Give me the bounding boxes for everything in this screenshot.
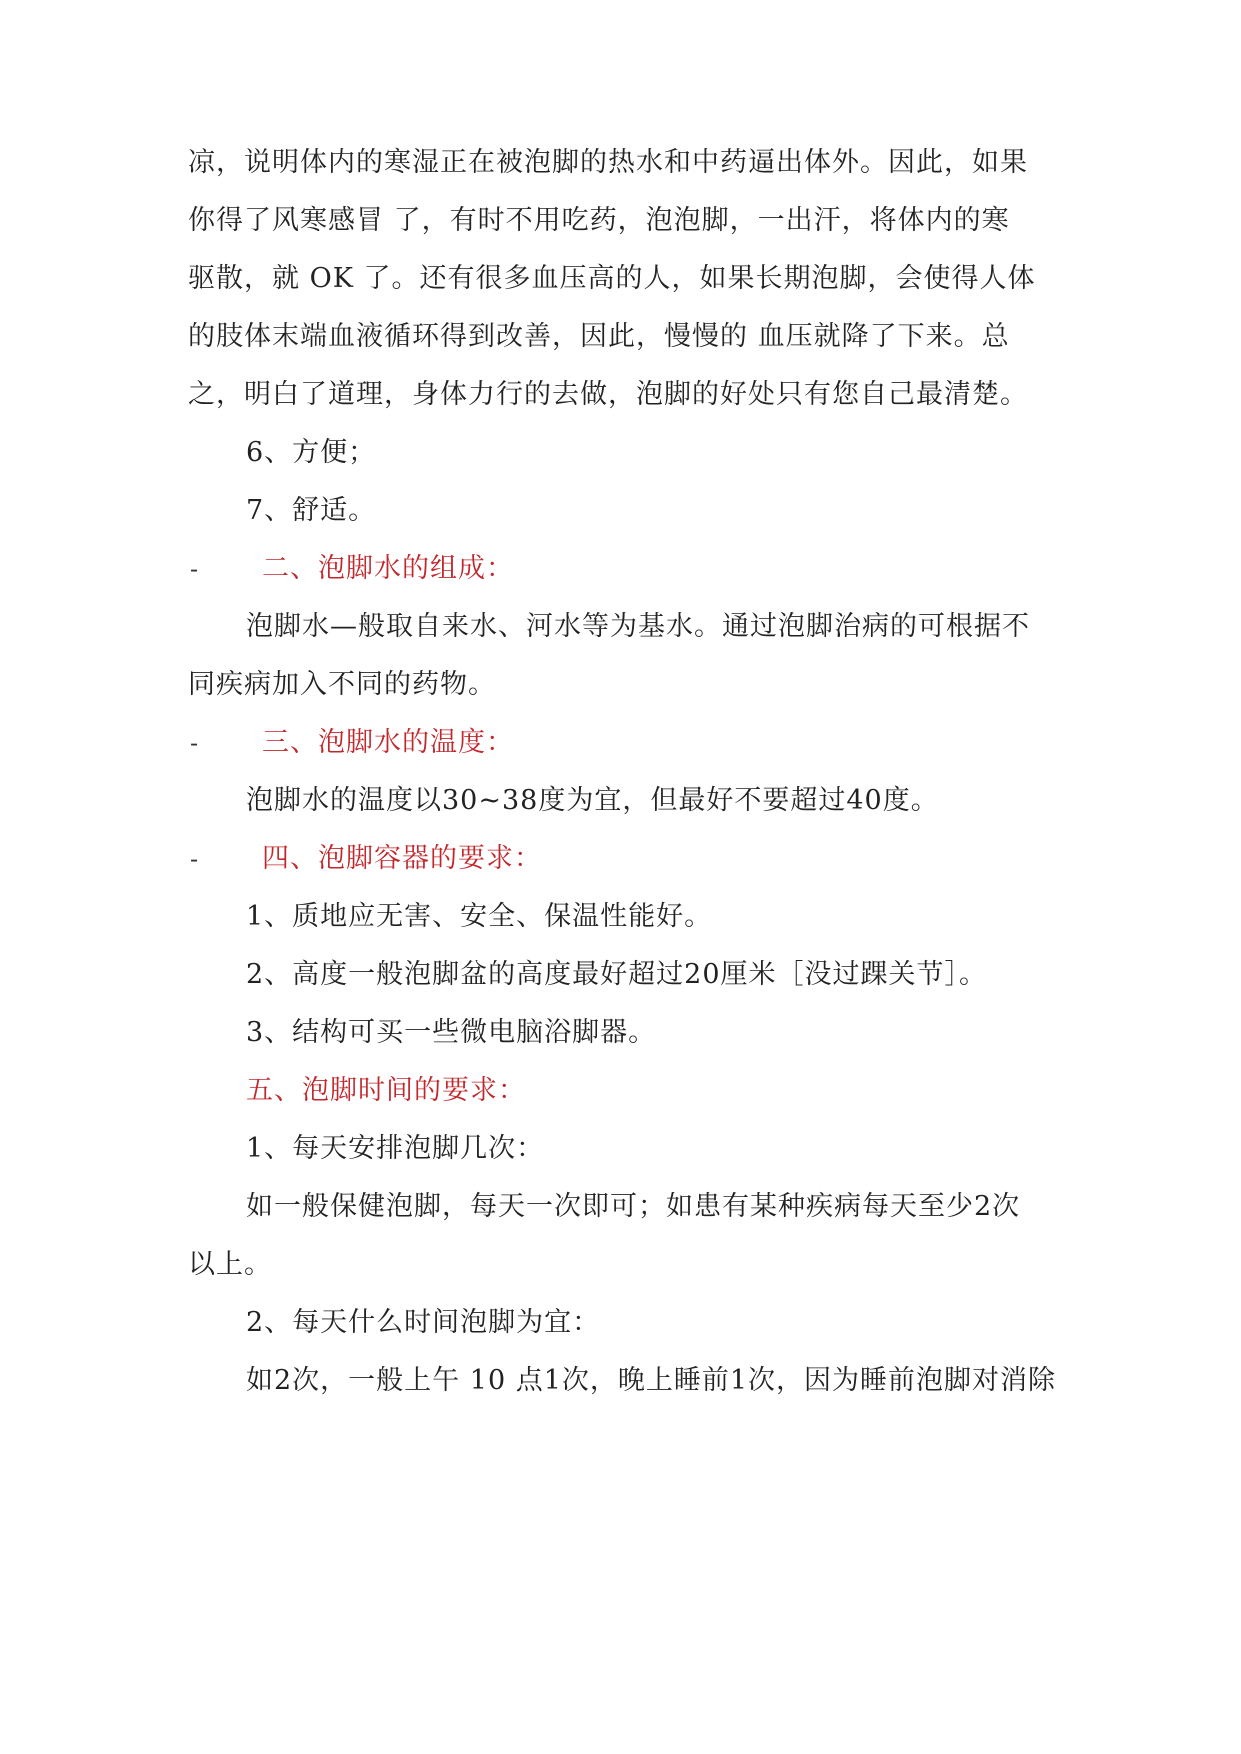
list-item: 7、舒适。 bbox=[246, 495, 377, 526]
paragraph-line: 你得了风寒感冒 了，有时不用吃药，泡泡脚，一出汗，将体内的寒 bbox=[188, 205, 1010, 236]
list-item: 6、方便； bbox=[246, 437, 377, 468]
section-dash: - bbox=[190, 729, 199, 757]
list-item: 3、结构可买一些微电脑浴脚器。 bbox=[246, 1017, 657, 1048]
paragraph-line: 的肢体末端血液循环得到改善，因此，慢慢的 血压就降了下来。总 bbox=[188, 321, 1010, 352]
section-heading: 五、泡脚时间的要求： bbox=[246, 1075, 526, 1106]
paragraph-line: 如一般保健泡脚，每天一次即可；如患有某种疾病每天至少2次 bbox=[246, 1191, 1021, 1222]
section-heading: 四、泡脚容器的要求： bbox=[262, 843, 542, 874]
section-dash: - bbox=[190, 555, 199, 583]
list-item: 2、每天什么时间泡脚为宜： bbox=[246, 1307, 601, 1338]
paragraph-line: 以上。 bbox=[188, 1249, 272, 1280]
paragraph-line: 同疾病加入不同的药物。 bbox=[188, 669, 496, 700]
list-item: 2、高度一般泡脚盆的高度最好超过20厘米［没过踝关节］。 bbox=[246, 959, 988, 990]
list-item: 1、质地应无害、安全、保温性能好。 bbox=[246, 901, 713, 932]
section-dash: - bbox=[190, 845, 199, 873]
paragraph-line: 泡脚水的温度以30~38度为宜，但最好不要超过40度。 bbox=[246, 785, 939, 816]
section-heading: 二、泡脚水的组成： bbox=[262, 553, 514, 584]
paragraph-line: 驱散，就 OK 了。还有很多血压高的人，如果长期泡脚，会使得人体 bbox=[188, 263, 1036, 294]
section-heading: 三、泡脚水的温度： bbox=[262, 727, 514, 758]
paragraph-line: 泡脚水—般取自来水、河水等为基水。通过泡脚治病的可根据不 bbox=[246, 611, 1030, 642]
paragraph-line: 凉，说明体内的寒湿正在被泡脚的热水和中药逼出体外。因此，如果 bbox=[188, 147, 1028, 178]
list-item: 1、每天安排泡脚几次： bbox=[246, 1133, 545, 1164]
paragraph-line: 如2次，一般上午 10 点1次，晚上睡前1次，因为睡前泡脚对消除 bbox=[246, 1365, 1057, 1396]
paragraph-line: 之，明白了道理，身体力行的去做，泡脚的好处只有您自己最清楚。 bbox=[188, 379, 1028, 410]
